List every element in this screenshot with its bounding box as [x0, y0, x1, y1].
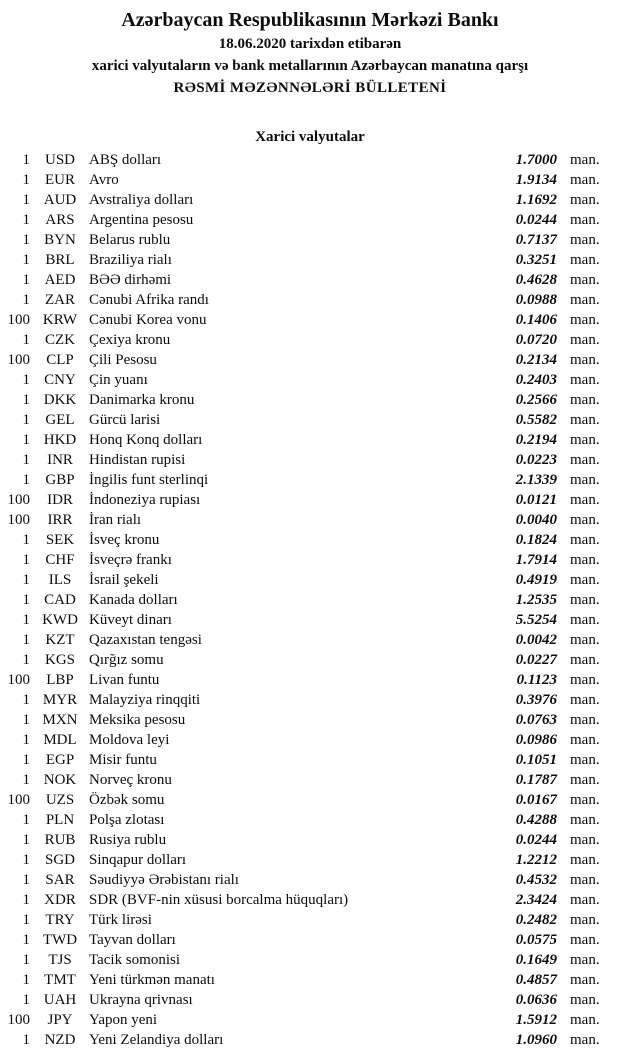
currency-unit-label: man. [570, 172, 600, 188]
currency-unit-label: man. [570, 632, 600, 648]
currency-code: SGD [44, 852, 75, 868]
currency-unit-label: man. [570, 152, 600, 168]
currency-unit-label: man. [570, 872, 600, 888]
table-row [0, 630, 620, 650]
table-row [0, 190, 620, 210]
currency-rate: 0.2403 [515, 372, 557, 388]
table-row [0, 650, 620, 670]
currency-quantity: 1 [22, 192, 30, 208]
currency-unit-label: man. [570, 1032, 600, 1048]
table-row [0, 670, 620, 690]
currency-name: Səudiyyə Ərəbistanı rialı [89, 872, 239, 888]
table-row [0, 950, 620, 970]
currency-unit-label: man. [570, 692, 600, 708]
currency-rate: 1.5912 [515, 1012, 557, 1028]
currency-name: Moldova leyi [89, 732, 170, 748]
currency-unit-label: man. [570, 812, 600, 828]
currency-unit-label: man. [570, 292, 600, 308]
table-row [0, 1030, 620, 1050]
currency-quantity: 100 [7, 312, 30, 328]
currency-code: SAR [45, 872, 75, 888]
currency-quantity: 1 [22, 172, 30, 188]
currency-rate: 0.0223 [515, 452, 557, 468]
currency-quantity: 1 [22, 832, 30, 848]
table-row [0, 170, 620, 190]
currency-quantity: 1 [22, 432, 30, 448]
currency-code: BYN [44, 232, 76, 248]
table-row [0, 430, 620, 450]
currency-name: Hindistan rupisi [89, 452, 186, 468]
currency-quantity: 100 [7, 512, 30, 528]
currency-quantity: 1 [22, 872, 30, 888]
currency-quantity: 1 [22, 412, 30, 428]
currency-name: Özbək somu [89, 792, 165, 808]
currency-code: DKK [43, 392, 77, 408]
currency-rate: 0.0988 [515, 292, 557, 308]
table-row [0, 250, 620, 270]
table-row [0, 730, 620, 750]
currency-quantity: 1 [22, 732, 30, 748]
currency-name: Misir funtu [89, 752, 157, 768]
currency-quantity: 100 [7, 492, 30, 508]
currency-rate: 0.2482 [515, 912, 557, 928]
currency-quantity: 1 [22, 852, 30, 868]
table-row [0, 850, 620, 870]
currency-unit-label: man. [570, 472, 600, 488]
currency-name: Gürcü larisi [89, 412, 161, 428]
currency-name: Malayziya rinqqiti [89, 692, 201, 708]
currency-rate: 0.4919 [515, 572, 557, 588]
currency-quantity: 1 [22, 572, 30, 588]
currency-quantity: 1 [22, 892, 30, 908]
currency-code: CNY [44, 372, 76, 388]
currency-code: JPY [47, 1012, 73, 1028]
currency-unit-label: man. [570, 972, 600, 988]
currency-unit-label: man. [570, 392, 600, 408]
table-row [0, 790, 620, 810]
table-row [0, 770, 620, 790]
currency-code: GBP [45, 472, 75, 488]
currency-name: İngilis funt sterlinqi [89, 472, 209, 488]
currency-quantity: 1 [22, 472, 30, 488]
currency-rate: 0.0763 [515, 712, 557, 728]
currency-code: LBP [46, 672, 74, 688]
currency-quantity: 1 [22, 692, 30, 708]
table-row [0, 450, 620, 470]
currency-unit-label: man. [570, 832, 600, 848]
currency-unit-label: man. [570, 372, 600, 388]
currency-quantity: 1 [22, 232, 30, 248]
currency-quantity: 1 [22, 912, 30, 928]
currency-name: Meksika pesosu [89, 712, 186, 728]
table-row [0, 710, 620, 730]
currency-unit-label: man. [570, 732, 600, 748]
currency-code: MXN [42, 712, 78, 728]
currency-unit-label: man. [570, 352, 600, 368]
bank-name: Azərbaycan Respublikasının Mərkəzi Bankı [121, 9, 499, 31]
currency-rate: 0.3251 [515, 252, 557, 268]
currency-name: Belarus rublu [89, 232, 171, 248]
currency-rate: 1.1692 [515, 192, 557, 208]
currency-name: Honq Konq dolları [89, 432, 203, 448]
currency-rate: 0.0227 [515, 652, 557, 668]
currency-rate: 0.5582 [515, 412, 557, 428]
currency-unit-label: man. [570, 252, 600, 268]
currency-unit-label: man. [570, 992, 600, 1008]
currency-unit-label: man. [570, 592, 600, 608]
currency-code: NZD [44, 1032, 76, 1048]
rates-table [0, 150, 620, 1050]
currency-code: UZS [45, 792, 75, 808]
currency-rate: 5.5254 [515, 612, 557, 628]
currency-code: TWD [42, 932, 78, 948]
currency-quantity: 1 [22, 612, 30, 628]
currency-code: CHF [45, 552, 75, 568]
currency-code: ARS [45, 212, 75, 228]
currency-name: Yeni Zelandiya dolları [89, 1032, 224, 1048]
currency-name: Rusiya rublu [89, 832, 167, 848]
currency-code: SEK [45, 532, 75, 548]
table-row [0, 210, 620, 230]
currency-unit-label: man. [570, 572, 600, 588]
currency-code: EUR [45, 172, 75, 188]
table-row [0, 230, 620, 250]
currency-unit-label: man. [570, 752, 600, 768]
table-row [0, 690, 620, 710]
currency-quantity: 1 [22, 992, 30, 1008]
currency-rate: 0.1406 [515, 312, 557, 328]
currency-code: KWD [42, 612, 78, 628]
currency-name: Danimarka kronu [89, 392, 195, 408]
currency-code: UAH [43, 992, 77, 1008]
currency-unit-label: man. [570, 612, 600, 628]
currency-code: TJS [48, 952, 72, 968]
currency-name: Avstraliya dolları [89, 192, 194, 208]
currency-code: KGS [44, 652, 75, 668]
currency-name: Sinqapur dolları [89, 852, 187, 868]
table-row [0, 270, 620, 290]
currency-unit-label: man. [570, 432, 600, 448]
currency-name: Yeni türkmən manatı [89, 972, 215, 988]
currency-quantity: 1 [22, 252, 30, 268]
currency-quantity: 1 [22, 592, 30, 608]
currency-name: İsrail şekeli [89, 572, 159, 588]
currency-rate: 2.3424 [515, 892, 557, 908]
currency-unit-label: man. [570, 952, 600, 968]
currency-unit-label: man. [570, 312, 600, 328]
currency-name: Tacik somonisi [89, 952, 181, 968]
table-row [0, 310, 620, 330]
currency-rate: 0.0720 [515, 332, 557, 348]
currency-code: CZK [45, 332, 75, 348]
currency-code: MDL [43, 732, 77, 748]
currency-rate: 0.2566 [515, 392, 557, 408]
currency-unit-label: man. [570, 772, 600, 788]
table-row [0, 810, 620, 830]
currency-code: GEL [45, 412, 75, 428]
currency-code: INR [47, 452, 73, 468]
currency-unit-label: man. [570, 672, 600, 688]
currency-rate: 0.0042 [515, 632, 557, 648]
currency-name: Qırğız somu [89, 652, 164, 668]
table-row [0, 970, 620, 990]
currency-rate: 0.4857 [515, 972, 557, 988]
currency-name: Cənubi Korea vonu [89, 312, 207, 328]
currency-unit-label: man. [570, 892, 600, 908]
currency-rate: 0.4288 [515, 812, 557, 828]
currency-quantity: 1 [22, 932, 30, 948]
currency-unit-label: man. [570, 192, 600, 208]
table-row [0, 830, 620, 850]
currency-unit-label: man. [570, 492, 600, 508]
currency-rate: 0.0167 [515, 792, 557, 808]
currency-rate: 0.0636 [515, 992, 557, 1008]
bulletin-subtitle: xarici valyutaların və bank metallarının Azərbaycan manatına qarşı [91, 58, 529, 74]
currency-rate: 0.0121 [515, 492, 557, 508]
currency-rate: 0.0244 [515, 832, 557, 848]
currency-unit-label: man. [570, 412, 600, 428]
currency-rate: 0.2134 [515, 352, 557, 368]
table-row [0, 350, 620, 370]
currency-rate: 0.3976 [515, 692, 557, 708]
currency-name: Ukrayna qrivnası [89, 992, 193, 1008]
table-row [0, 890, 620, 910]
currency-code: MYR [42, 692, 78, 708]
currency-unit-label: man. [570, 932, 600, 948]
currency-rate: 0.1649 [515, 952, 557, 968]
currency-code: TRY [45, 912, 75, 928]
table-row [0, 390, 620, 410]
currency-code: ZAR [45, 292, 75, 308]
currency-name: Cənubi Afrika randı [89, 292, 209, 308]
currency-rate: 0.1051 [515, 752, 557, 768]
table-row [0, 470, 620, 490]
currency-rate: 1.2535 [515, 592, 557, 608]
table-row [0, 610, 620, 630]
currency-name: Çin yuanı [89, 372, 148, 388]
currency-name: Türk lirəsi [89, 912, 152, 928]
table-row [0, 410, 620, 430]
currency-name: Argentina pesosu [89, 212, 194, 228]
currency-code: RUB [44, 832, 76, 848]
table-row [0, 490, 620, 510]
currency-name: ABŞ dolları [89, 152, 162, 168]
bulletin-header [0, 0, 620, 99]
table-row [0, 910, 620, 930]
currency-name: Braziliya rialı [89, 252, 172, 268]
currency-code: AED [44, 272, 76, 288]
table-row [0, 290, 620, 310]
bulletin-title: RƏSMİ MƏZƏNNƏLƏRİ BÜLLETENİ [173, 80, 447, 96]
currency-unit-label: man. [570, 532, 600, 548]
currency-unit-label: man. [570, 512, 600, 528]
currency-quantity: 1 [22, 292, 30, 308]
currency-name: Tayvan dolları [89, 932, 176, 948]
currency-code: HKD [43, 432, 77, 448]
table-row [0, 570, 620, 590]
currency-code: EGP [45, 752, 75, 768]
currency-rate: 1.7000 [515, 152, 557, 168]
currency-quantity: 100 [7, 1012, 30, 1028]
currency-unit-label: man. [570, 332, 600, 348]
currency-code: KZT [45, 632, 75, 648]
currency-code: XDR [44, 892, 76, 908]
currency-rate: 0.0986 [515, 732, 557, 748]
currency-quantity: 1 [22, 532, 30, 548]
currency-rate: 1.9134 [515, 172, 557, 188]
table-row [0, 930, 620, 950]
currency-rate: 0.1824 [515, 532, 557, 548]
currency-unit-label: man. [570, 452, 600, 468]
currency-unit-label: man. [570, 232, 600, 248]
currency-quantity: 1 [22, 812, 30, 828]
currency-code: USD [44, 152, 75, 168]
currency-quantity: 1 [22, 1032, 30, 1048]
currency-rate: 0.1787 [515, 772, 557, 788]
currency-unit-label: man. [570, 792, 600, 808]
currency-code: CAD [44, 592, 76, 608]
table-row [0, 590, 620, 610]
currency-quantity: 1 [22, 632, 30, 648]
currency-name: Avro [89, 172, 119, 188]
currency-name: Livan funtu [89, 672, 160, 688]
currency-unit-label: man. [570, 1012, 600, 1028]
table-row [0, 330, 620, 350]
currency-code: TMT [44, 972, 76, 988]
currency-rate: 1.0960 [515, 1032, 557, 1048]
currency-name: BƏƏ dirhəmi [89, 272, 172, 288]
table-row [0, 530, 620, 550]
currency-rate: 0.1123 [516, 672, 557, 688]
currency-name: Polşa zlotası [89, 812, 165, 828]
currency-quantity: 1 [22, 652, 30, 668]
currency-rate: 0.0040 [515, 512, 557, 528]
currency-code: ILS [48, 572, 72, 588]
currency-quantity: 100 [7, 792, 30, 808]
currency-code: CLP [46, 352, 74, 368]
currency-code: BRL [45, 252, 75, 268]
currency-name: Qazaxıstan tengəsi [89, 632, 202, 648]
currency-unit-label: man. [570, 852, 600, 868]
currency-rate: 1.7914 [515, 552, 557, 568]
table-row [0, 370, 620, 390]
currency-quantity: 1 [22, 152, 30, 168]
currency-rate: 0.4532 [515, 872, 557, 888]
currency-rate: 2.1339 [515, 472, 557, 488]
currency-quantity: 1 [22, 952, 30, 968]
currency-rate: 0.0244 [515, 212, 557, 228]
currency-unit-label: man. [570, 552, 600, 568]
currency-quantity: 100 [7, 352, 30, 368]
currency-name: İran rialı [89, 512, 142, 528]
table-row [0, 550, 620, 570]
currency-code: AUD [43, 192, 77, 208]
table-row [0, 750, 620, 770]
currency-code: KRW [42, 312, 78, 328]
currency-rate: 0.4628 [515, 272, 557, 288]
currency-unit-label: man. [570, 712, 600, 728]
currency-rate: 1.2212 [515, 852, 557, 868]
currency-quantity: 1 [22, 212, 30, 228]
currency-quantity: 100 [7, 672, 30, 688]
currency-code: IDR [47, 492, 73, 508]
currency-name: İsveç kronu [89, 532, 160, 548]
table-row [0, 150, 620, 170]
currency-quantity: 1 [22, 372, 30, 388]
currency-code: IRR [47, 512, 73, 528]
currency-rate: 0.0575 [515, 932, 557, 948]
currency-quantity: 1 [22, 552, 30, 568]
currency-quantity: 1 [22, 772, 30, 788]
currency-unit-label: man. [570, 652, 600, 668]
effective-date: 18.06.2020 tarixdən etibarən [218, 36, 402, 52]
currency-code: PLN [45, 812, 75, 828]
currency-name: İndoneziya rupiası [89, 492, 201, 508]
currency-name: Yapon yeni [89, 1012, 158, 1028]
currency-rate: 0.7137 [515, 232, 557, 248]
currency-unit-label: man. [570, 912, 600, 928]
currency-quantity: 1 [22, 752, 30, 768]
currency-rate: 0.2194 [515, 432, 557, 448]
currency-unit-label: man. [570, 272, 600, 288]
currency-name: SDR (BVF-nin xüsusi borcalma hüquqları) [89, 892, 349, 908]
currency-code: NOK [43, 772, 77, 788]
currency-quantity: 1 [22, 972, 30, 988]
currency-quantity: 1 [22, 452, 30, 468]
currency-quantity: 1 [22, 392, 30, 408]
currency-name: Çexiya kronu [89, 332, 171, 348]
currency-quantity: 1 [22, 272, 30, 288]
table-row [0, 990, 620, 1010]
currency-name: Küveyt dinarı [89, 612, 172, 628]
currency-name: Kanada dolları [89, 592, 178, 608]
currency-quantity: 1 [22, 712, 30, 728]
table-row [0, 510, 620, 530]
currency-name: İsveçrə frankı [89, 552, 172, 568]
currency-unit-label: man. [570, 212, 600, 228]
currency-name: Çili Pesosu [89, 352, 157, 368]
currency-quantity: 1 [22, 332, 30, 348]
currency-name: Norveç kronu [89, 772, 172, 788]
table-row [0, 870, 620, 890]
table-row [0, 1010, 620, 1030]
section-title-foreign-currencies: Xarici valyutalar [255, 129, 365, 145]
